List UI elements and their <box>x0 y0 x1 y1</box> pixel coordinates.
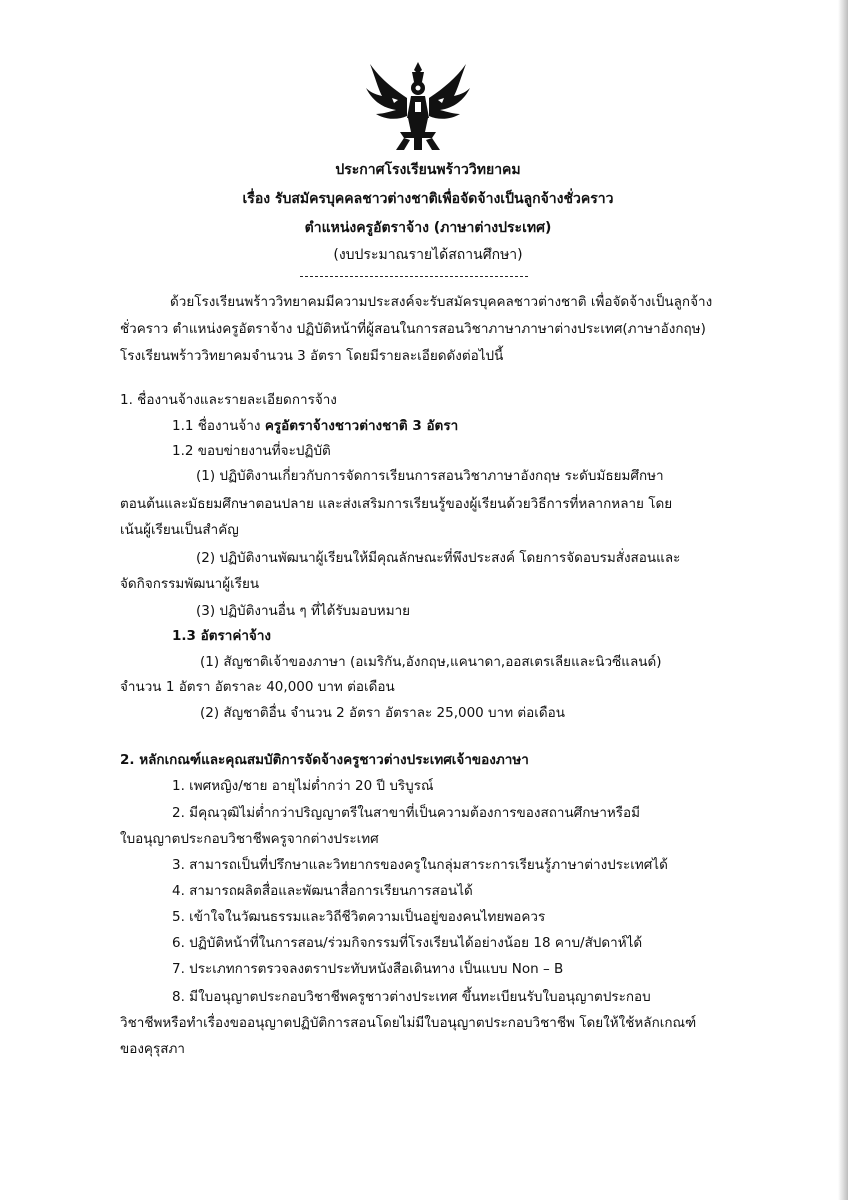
item-1-3: 1.3 อัตราค่าจ้าง <box>172 628 272 644</box>
section-1-heading: 1. ชื่องานจ้างและรายละเอียดการจ้าง <box>120 392 337 408</box>
section-2-heading: 2. หลักเกณฑ์และคุณสมบัติการจัดจ้างครูชาวต่างประเทศเจ้าของภาษา <box>120 752 529 768</box>
criterion-2-line-1: 2. มีคุณวุฒิไม่ต่ำกว่าปริญญาตรีในสาขาที่เป็นความต้องการของสถานศึกษาหรือมี <box>172 805 641 821</box>
garuda-emblem-icon <box>362 58 474 154</box>
duty-1-line-2: ตอนต้นและมัธยมศึกษาตอนปลาย และส่งเสริมการเรียนรู้ของผู้เรียนด้วยวิธีการที่หลากหลาย โดย <box>120 496 673 512</box>
criterion-4: 4. สามารถผลิตสื่อและพัฒนาสื่อการเรียนการสอนได้ <box>172 883 473 899</box>
rate-1-line-1: (1) สัญชาติเจ้าของภาษา (อเมริกัน,อังกฤษ,แคนาดา,ออสเตรเลียและนิวซีแลนด์) <box>200 654 662 670</box>
duty-2-line-1: (2) ปฏิบัติงานพัฒนาผู้เรียนให้มีคุณลักษณะที่พึงประสงค์ โดยการจัดอบรมสั่งสอนและ <box>196 550 681 566</box>
criterion-8-line-1: 8. มีใบอนุญาตประกอบวิชาชีพครูชาวต่างประเทศ ขึ้นทะเบียนรับใบอนุญาตประกอบ <box>172 989 651 1005</box>
announcement-subject: เรื่อง รับสมัครบุคคลชาวต่างชาติเพื่อจัดจ้างเป็นลูกจ้างชั่วคราว <box>242 191 614 207</box>
announcement-title: ประกาศโรงเรียนพร้าววิทยาคม <box>335 162 521 178</box>
item-1-2: 1.2 ขอบข่ายงานที่จะปฏิบัติ <box>172 443 331 459</box>
header-divider <box>300 276 528 277</box>
scan-edge-shadow <box>838 0 848 1200</box>
criterion-3: 3. สามารถเป็นที่ปรึกษาและวิทยากรของครูในกลุ่มสาระการเรียนรู้ภาษาต่างประเทศได้ <box>172 857 668 873</box>
duty-2-line-2: จัดกิจกรรมพัฒนาผู้เรียน <box>120 576 260 592</box>
duty-1-line-3: เน้นผู้เรียนเป็นสำคัญ <box>120 522 239 538</box>
position-title: ตำแหน่งครูอัตราจ้าง (ภาษาต่างประเทศ) <box>304 220 552 236</box>
intro-line-2: ชั่วคราว ตำแหน่งครูอัตราจ้าง ปฏิบัติหน้าที่ผู้สอนในการสอนวิชาภาษาภาษาต่างประเทศ(ภาษาอังกฤษ) <box>120 321 706 337</box>
criterion-6: 6. ปฏิบัติหน้าที่ในการสอน/ร่วมกิจกรรมที่โรงเรียนได้อย่างน้อย 18 คาบ/สัปดาห์ได้ <box>172 935 643 951</box>
item-1-1-value: ครูอัตราจ้างชาวต่างชาติ 3 อัตรา <box>264 418 459 434</box>
budget-source: (งบประมาณรายได้สถานศึกษา) <box>333 247 523 263</box>
criterion-5: 5. เข้าใจในวัฒนธรรมและวิถีชีวิตความเป็นอยู่ของคนไทยพอควร <box>172 909 546 925</box>
criterion-7: 7. ประเภทการตรวจลงตราประทับหนังสือเดินทาง เป็นแบบ Non – B <box>172 961 564 977</box>
item-1-1 <box>172 416 458 436</box>
duty-1-line-1: (1) ปฏิบัติงานเกี่ยวกับการจัดการเรียนการสอนวิชาภาษาอังกฤษ ระดับมัธยมศึกษา <box>196 468 664 484</box>
item-1-1-label: 1.1 ชื่องานจ้าง <box>172 418 265 434</box>
criterion-8-line-3: ของคุรุสภา <box>120 1041 185 1057</box>
criterion-2-line-2: ใบอนุญาตประกอบวิชาชีพครูจากต่างประเทศ <box>120 831 379 847</box>
criterion-1: 1. เพศหญิง/ชาย อายุไม่ต่ำกว่า 20 ปี บริบูรณ์ <box>172 778 434 794</box>
intro-line-1: ด้วยโรงเรียนพร้าววิทยาคมมีความประสงค์จะรับสมัครบุคคลชาวต่างชาติ เพื่อจัดจ้างเป็นลูกจ้าง <box>170 294 713 310</box>
intro-line-3: โรงเรียนพร้าววิทยาคมจำนวน 3 อัตรา โดยมีรายละเอียดดังต่อไปนี้ <box>120 348 504 364</box>
rate-1-line-2: จำนวน 1 อัตรา อัตราละ 40,000 บาท ต่อเดือน <box>120 679 395 695</box>
duty-3: (3) ปฏิบัติงานอื่น ๆ ที่ได้รับมอบหมาย <box>196 603 411 619</box>
rate-2: (2) สัญชาติอื่น จำนวน 2 อัตรา อัตราละ 25,000 บาท ต่อเดือน <box>200 705 565 721</box>
criterion-8-line-2: วิชาชีพหรือทำเรื่องขออนุญาตปฏิบัติการสอนโดยไม่มีใบอนุญาตประกอบวิชาชีพ โดยให้ใช้หลักเกณฑ์ <box>120 1015 697 1031</box>
